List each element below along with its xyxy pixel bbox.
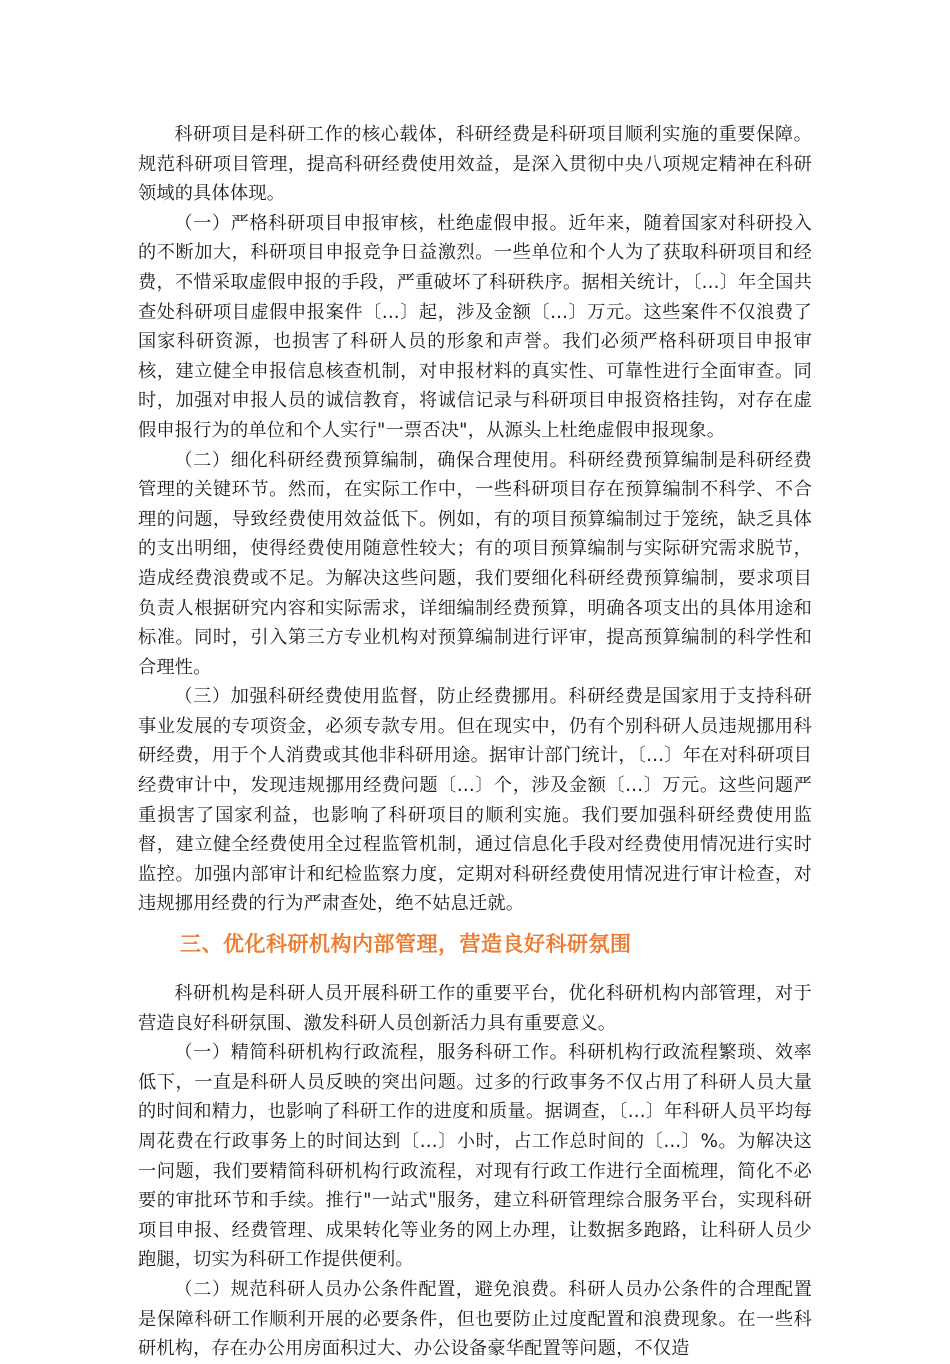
paragraph-intro: 科研项目是科研工作的核心载体，科研经费是科研项目顺利实施的重要保障。规范科研项目管理，提高科研经费使用效益，是深入贯彻中央八项规定精神在科研领域的具体体现。 <box>138 124 812 205</box>
paragraph-office-conditions: （二）规范科研人员办公条件配置，避免浪费。科研人员办公条件的合理配置是保障科研工作顺利开展的必要条件，但也要防止过度配置和浪费现象。在一些科研机构，存在办公用房面积过大、办公设备豪华配置等问题，不仅造 <box>138 1278 812 1360</box>
section-heading: 三、优化科研机构内部管理，营造良好科研氛围 <box>180 932 632 957</box>
document-page <box>138 120 812 1364</box>
paragraph-admin-process: （一）精简科研机构行政流程，服务科研工作。科研机构行政流程繁琐、效率低下，一直是科研人员反映的突出问题。过多的行政事务不仅占用了科研人员大量的时间和精力，也影响了科研工作的进度和质量。据调查，〔...〕年科研人员平均每周花费在行政事务上的时间达到〔...〕小时，占工作总时间的〔...〕%。为解决这一问题，我们要精简科研机构行政流程，对现有行政工作进行全面梳理，简化不必要的审批环节和手续。推行"一站式"服务，建立科研管理综合服务平台，实现科研项目申报、经费管理、成果转化等业务的网上办理，让数据多跑路，让科研人员少跑腿，切实为科研工作提供便利。 <box>138 1042 812 1271</box>
paragraph-budget: （二）细化科研经费预算编制，确保合理使用。科研经费预算编制是科研经费管理的关键环节。然而，在实际工作中，一些科研项目存在预算编制不科学、不合理的问题，导致经费使用效益低下。例如，有的项目预算编制过于笼统，缺乏具体的支出明细，使得经费使用随意性较大；有的项目预算编制与实际研究需求脱节，造成经费浪费或不足。为解决这些问题，我们要细化科研经费预算编制，要求项目负责人根据研究内容和实际需求，详细编制经费预算，明确各项支出的具体用途和标准。同时，引入第三方专业机构对预算编制进行评审，提高预算编制的科学性和合理性。 <box>138 449 812 678</box>
paragraph-fake-application: （一）严格科研项目申报审核，杜绝虚假申报。近年来，随着国家对科研投入的不断加大，科研项目申报竞争日益激烈。一些单位和个人为了获取科研项目和经费，不惜采取虚假申报的手段，严重破坏了科研秩序。据相关统计，〔...〕年全国共查处科研项目虚假申报案件〔...〕起，涉及金额〔...〕万元。这些案件不仅浪费了国家科研资源，也损害了科研人员的形象和声誉。我们必须严格科研项目申报审核，建立健全申报信息核查机制，对申报材料的真实性、可靠性进行全面审查。同时，加强对申报人员的诚信教育，将诚信记录与科研项目申报资格挂钩，对存在虚假申报行为的单位和个人实行"一票否决"，从源头上杜绝虚假申报现象。 <box>138 212 812 441</box>
paragraph-supervision: （三）加强科研经费使用监督，防止经费挪用。科研经费是国家用于支持科研事业发展的专项资金，必须专款专用。但在现实中，仍有个别科研人员违规挪用科研经费，用于个人消费或其他非科研用途。据审计部门统计，〔...〕年在对科研项目经费审计中，发现违规挪用经费问题〔...〕个，涉及金额〔...〕万元。这些问题严重损害了国家利益，也影响了科研项目的顺利实施。我们要加强科研经费使用监督，建立健全经费使用全过程监管机制，通过信息化手段对经费使用情况进行实时监控。加强内部审计和纪检监察力度，定期对科研经费使用情况进行审计检查，对违规挪用经费的行为严肃查处，绝不姑息迁就。 <box>138 686 812 915</box>
paragraph-section-three-intro: 科研机构是科研人员开展科研工作的重要平台，优化科研机构内部管理，对于营造良好科研氛围、激发科研人员创新活力具有重要意义。 <box>138 983 812 1034</box>
